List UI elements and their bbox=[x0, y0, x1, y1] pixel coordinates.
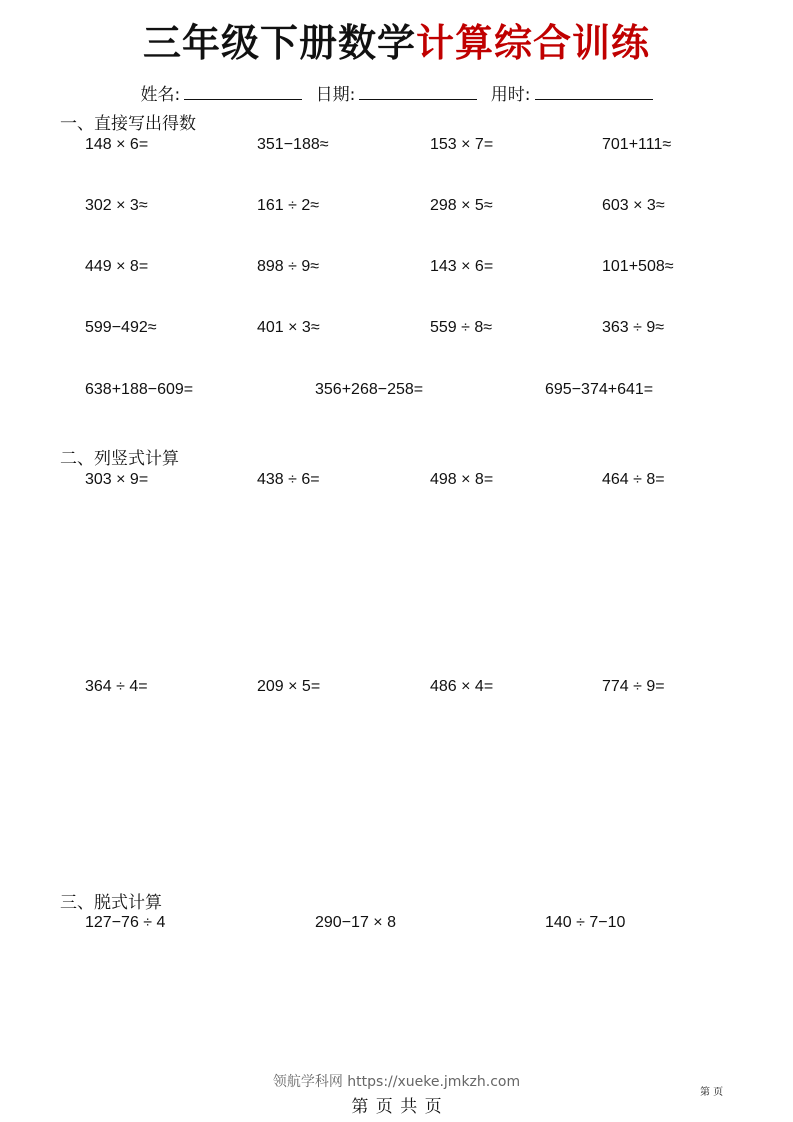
time-field[interactable] bbox=[491, 85, 653, 105]
name-label: 姓名: bbox=[140, 85, 181, 105]
mixed-problem: 638+188−609= bbox=[85, 381, 194, 398]
mixed-problem: 695−374+641= bbox=[545, 381, 654, 398]
corner-page-label: 第 页 bbox=[700, 1087, 724, 1098]
problem: 101+508≈ bbox=[602, 258, 674, 275]
title-highlight: 计算综合训练 bbox=[416, 21, 651, 65]
time-blank[interactable] bbox=[535, 85, 653, 100]
problem: 148 × 6= bbox=[85, 136, 149, 153]
problem: 161 ÷ 2≈ bbox=[257, 197, 320, 214]
vertical-problem: 464 ÷ 8= bbox=[602, 471, 665, 488]
problem: 449 × 8= bbox=[85, 258, 149, 275]
footer-page-number: 第 页 共 页 bbox=[351, 1097, 442, 1117]
problem: 298 × 5≈ bbox=[430, 197, 493, 214]
section-2-heading: 二、列竖式计算 bbox=[60, 449, 179, 469]
vertical-problem: 209 × 5= bbox=[257, 678, 321, 695]
mixed-problem: 356+268−258= bbox=[315, 381, 424, 398]
name-field[interactable] bbox=[140, 85, 302, 105]
problem: 898 ÷ 9≈ bbox=[257, 258, 320, 275]
problem: 599−492≈ bbox=[85, 319, 157, 336]
vertical-problem: 486 × 4= bbox=[430, 678, 494, 695]
vertical-problem: 364 ÷ 4= bbox=[85, 678, 148, 695]
date-label: 日期: bbox=[315, 85, 356, 105]
stepwise-problem: 140 ÷ 7−10 bbox=[545, 914, 626, 931]
problem: 351−188≈ bbox=[257, 136, 329, 153]
page-title bbox=[0, 12, 793, 67]
section-3-heading: 三、脱式计算 bbox=[60, 893, 162, 913]
student-info-row bbox=[0, 80, 793, 105]
problem: 153 × 7= bbox=[430, 136, 494, 153]
vertical-problem: 438 ÷ 6= bbox=[257, 471, 320, 488]
footer-site: 领航学科网 https://xueke.jmkzh.com bbox=[272, 1074, 521, 1090]
problem: 603 × 3≈ bbox=[602, 197, 665, 214]
date-blank[interactable] bbox=[359, 85, 477, 100]
section-1-heading: 一、直接写出得数 bbox=[60, 114, 196, 134]
problem: 302 × 3≈ bbox=[85, 197, 148, 214]
date-field[interactable] bbox=[316, 85, 478, 105]
vertical-problem: 303 × 9= bbox=[85, 471, 149, 488]
stepwise-problem: 290−17 × 8 bbox=[315, 914, 396, 931]
vertical-problem: 774 ÷ 9= bbox=[602, 678, 665, 695]
problem: 701+111≈ bbox=[602, 136, 672, 153]
problem: 143 × 6= bbox=[430, 258, 494, 275]
problem: 401 × 3≈ bbox=[257, 319, 320, 336]
time-label: 用时: bbox=[490, 85, 531, 105]
title-main: 三年级下册数学 bbox=[142, 21, 416, 65]
problem: 559 ÷ 8≈ bbox=[430, 319, 493, 336]
vertical-problem: 498 × 8= bbox=[430, 471, 494, 488]
name-blank[interactable] bbox=[184, 85, 302, 100]
stepwise-problem: 127−76 ÷ 4 bbox=[85, 914, 166, 931]
problem: 363 ÷ 9≈ bbox=[602, 319, 665, 336]
